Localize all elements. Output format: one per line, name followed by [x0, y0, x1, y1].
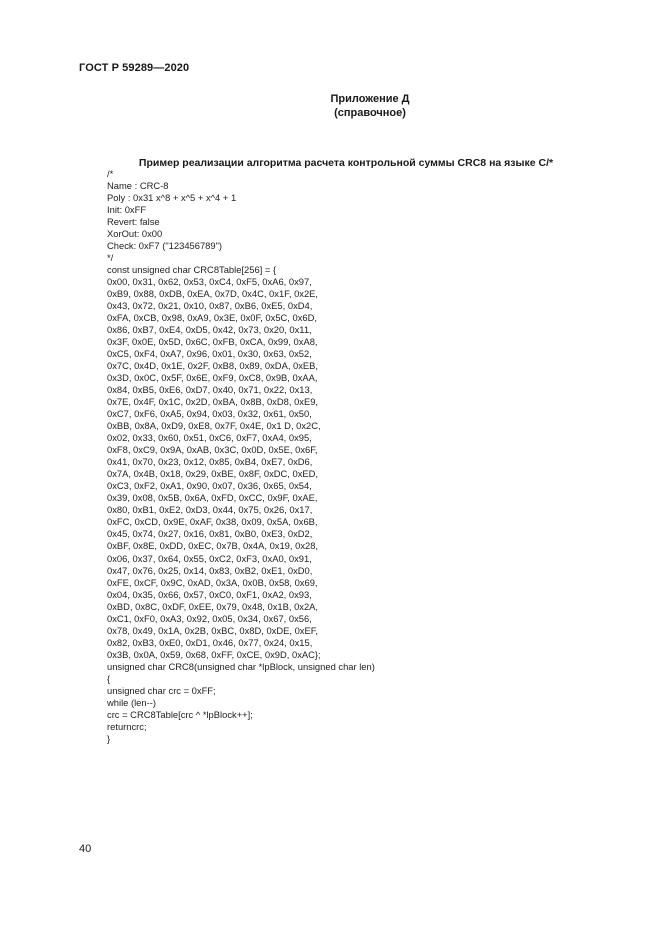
example-heading: Пример реализации алгоритма расчета контрольной суммы CRC8 на языке С/*	[138, 157, 554, 169]
code-line: 0xBD, 0x8C, 0xDF, 0xEE, 0x79, 0x48, 0x1B, 0x2A,	[107, 600, 319, 612]
code-line: 0xC7, 0xF6, 0xA5, 0x94, 0x03, 0x32, 0x61, 0x50,	[107, 408, 312, 420]
code-line: 0x84, 0xB5, 0xE6, 0xD7, 0x40, 0x71, 0x22, 0x13,	[107, 384, 313, 396]
code-line: }	[107, 732, 111, 744]
code-line: 0xBB, 0x8A, 0xD9, 0xE8, 0x7F, 0x4E, 0x1 D, 0x2C,	[107, 420, 321, 432]
code-line: /*	[107, 168, 114, 179]
code-line: 0x7C, 0x4D, 0x1E, 0x2F, 0xB8, 0x89, 0xDA, 0xEB,	[107, 360, 319, 372]
code-line: 0x3F, 0x0E, 0x5D, 0x6C, 0xFB, 0xCA, 0x99, 0xA8,	[107, 336, 318, 348]
code-line: 0x04, 0x35, 0x66, 0x57, 0xC0, 0xF1, 0xA2, 0x93,	[107, 588, 312, 600]
code-line: unsigned char crc = 0xFF;	[107, 684, 216, 696]
code-listing	[107, 168, 375, 745]
code-line: 0x41, 0x70, 0x23, 0x12, 0x85, 0xB4, 0xE7, 0xD6,	[107, 456, 313, 468]
document-standard-id: ГОСТ Р 59289—2020	[79, 62, 190, 74]
code-line: 0xF8, 0xC9, 0x9A, 0xAB, 0x3C, 0x0D, 0x5E, 0x6F,	[107, 444, 318, 456]
code-line: 0xC5, 0xF4, 0xA7, 0x96, 0x01, 0x30, 0x63, 0x52,	[107, 348, 312, 360]
code-line: 0xFA, 0xCB, 0x98, 0xA9, 0x3E, 0x0F, 0x5C, 0x6D,	[107, 312, 317, 324]
code-line: 0x06, 0x37, 0x64, 0x55, 0xC2, 0xF3, 0xA0, 0x91,	[107, 552, 312, 564]
code-line: 0x7A, 0x4B, 0x18, 0x29, 0xBE, 0x8F, 0xDC, 0xED,	[107, 468, 319, 480]
code-line: 0x47, 0x76, 0x25, 0x14, 0x83, 0xB2, 0xE1, 0xD0,	[107, 564, 313, 576]
code-line: 0x45, 0x74, 0x27, 0x16, 0x81, 0xB0, 0xE3, 0xD2,	[107, 528, 313, 540]
code-line: 0x39, 0x08, 0x5B, 0x6A, 0xFD, 0xCC, 0x9F, 0xAE,	[107, 492, 318, 504]
code-line: */	[107, 252, 114, 264]
code-line: Check: 0xF7 ("123456789")	[107, 240, 223, 252]
code-line: unsigned char CRC8(unsigned char *lpBlock, unsigned char len)	[107, 660, 375, 672]
code-line: 0x3D, 0x0C, 0x5F, 0x6E, 0xF9, 0xC8, 0x9B, 0xAA,	[107, 372, 318, 384]
code-line: while (len--)	[107, 696, 156, 708]
code-line: 0x3B, 0x0A, 0x59, 0x68, 0xFF, 0xCE, 0x9D, 0xAC};	[107, 648, 321, 660]
code-line: 0x80, 0xB1, 0xE2, 0xD3, 0x44, 0x75, 0x26, 0x17,	[107, 504, 313, 516]
appendix-note: (справочное)	[334, 107, 406, 119]
code-line: 0xB9, 0x88, 0xDB, 0xEA, 0x7D, 0x4C, 0x1F, 0x2E,	[107, 288, 319, 300]
code-line: 0x82, 0xB3, 0xE0, 0xD1, 0x46, 0x77, 0x24, 0x15,	[107, 636, 313, 648]
code-line: 0xC3, 0xF2, 0xA1, 0x90, 0x07, 0x36, 0x65, 0x54,	[107, 480, 312, 492]
code-line: Poly : 0x31 x^8 + x^5 + x^4 + 1	[107, 192, 237, 204]
page-number: 40	[79, 843, 92, 855]
code-line: 0x43, 0x72, 0x21, 0x10, 0x87, 0xB6, 0xE5, 0xD4,	[107, 300, 313, 312]
code-line: 0xFC, 0xCD, 0x9E, 0xAF, 0x38, 0x09, 0x5A, 0x6B,	[107, 516, 318, 528]
code-line: 0xC1, 0xF0, 0xA3, 0x92, 0x05, 0x34, 0x67, 0x56,	[107, 612, 312, 624]
code-line: Init: 0xFF	[107, 204, 147, 216]
appendix-title: Приложение Д	[330, 93, 410, 105]
code-line: 0x86, 0xB7, 0xE4, 0xD5, 0x42, 0x73, 0x20, 0x11,	[107, 324, 312, 336]
code-line: 0x00, 0x31, 0x62, 0x53, 0xC4, 0xF5, 0xA6, 0x97,	[107, 276, 312, 288]
code-line: Name : CRC-8	[107, 180, 169, 192]
code-line: {	[107, 672, 111, 684]
code-line: 0x7E, 0x4F, 0x1C, 0x2D, 0xBA, 0x8B, 0xD8, 0xE9,	[107, 396, 319, 408]
code-line: 0xBF, 0x8E, 0xDD, 0xEC, 0x7B, 0x4A, 0x19, 0x28,	[107, 540, 319, 552]
code-line: 0x02, 0x33, 0x60, 0x51, 0xC6, 0xF7, 0xA4, 0x95,	[107, 432, 312, 444]
code-line: 0xFE, 0xCF, 0x9C, 0xAD, 0x3A, 0x0B, 0x58, 0x69,	[107, 576, 318, 588]
code-line: crc = CRC8Table[crc ^ *lpBlock++];	[107, 708, 253, 720]
code-line: XorOut: 0x00	[107, 228, 163, 240]
code-line: const unsigned char CRC8Table[256] = {	[107, 264, 277, 276]
code-line: Revert: false	[107, 216, 160, 228]
code-line: returncrc;	[107, 720, 147, 732]
code-line: 0x78, 0x49, 0x1A, 0x2B, 0xBC, 0x8D, 0xDE, 0xEF,	[107, 624, 319, 636]
